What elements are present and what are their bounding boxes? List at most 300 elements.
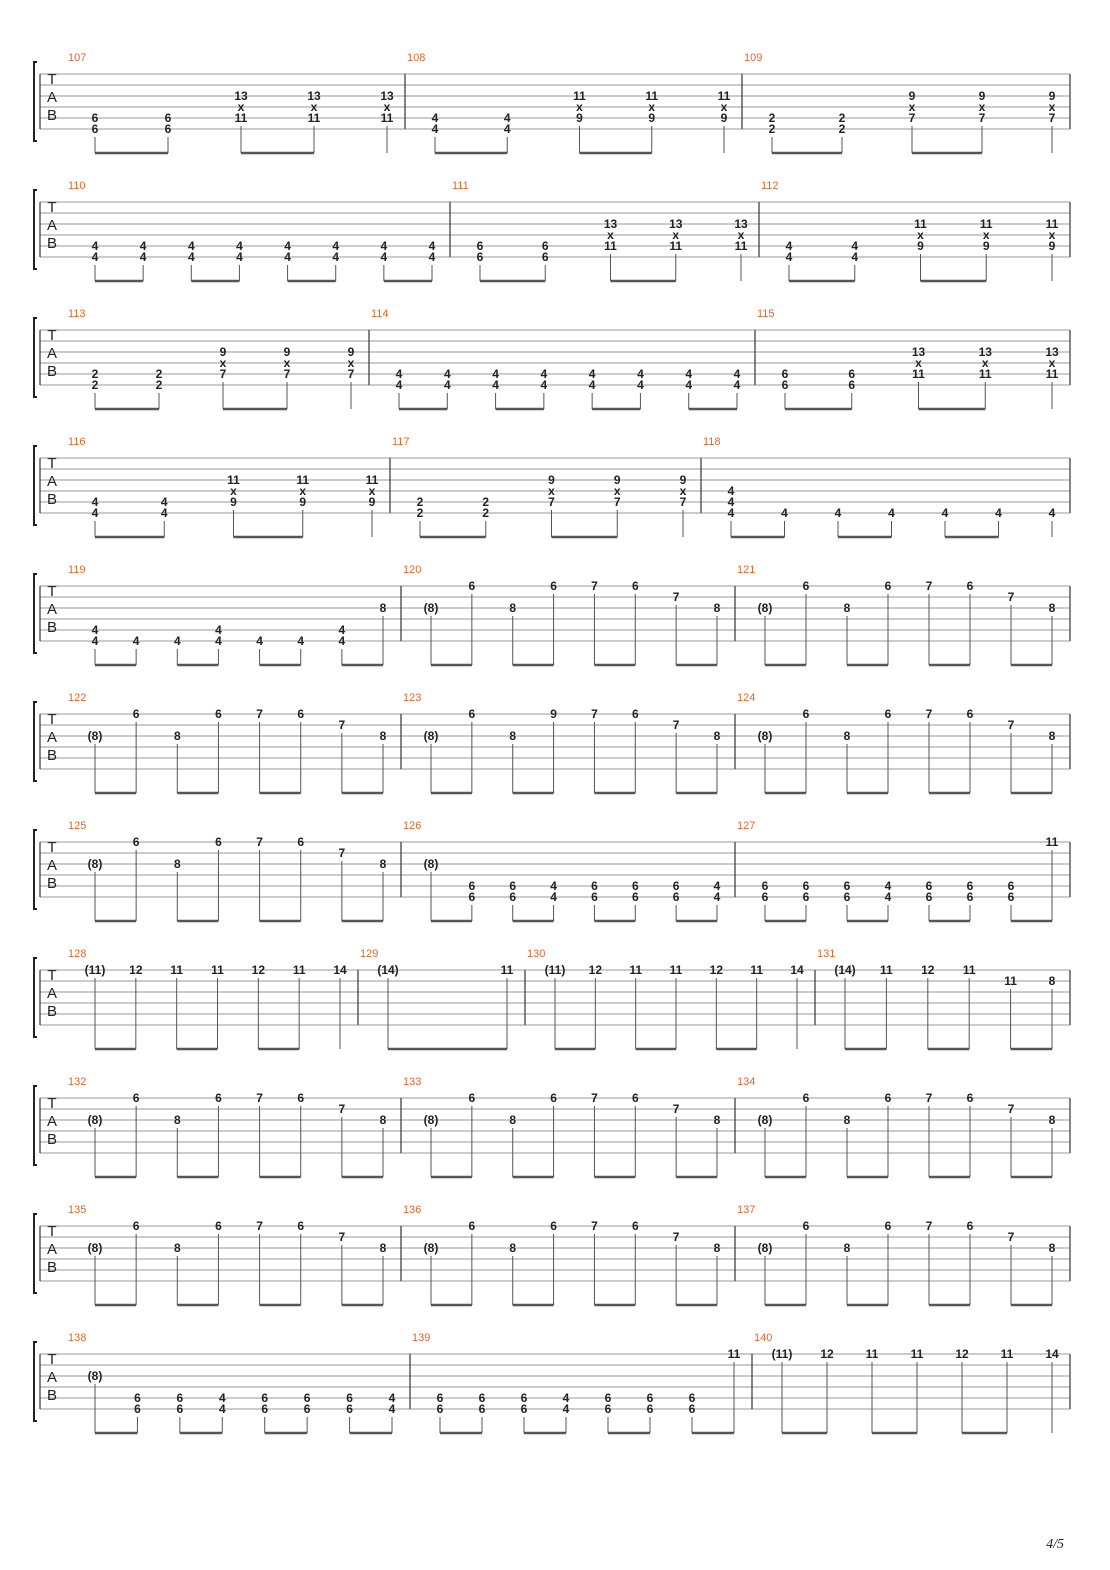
fret-number: x [237,100,245,114]
fret-number: 7 [219,367,227,381]
tab-system [34,436,1070,537]
measure-number: 107 [68,52,87,64]
measure-number: 114 [371,308,389,320]
fret-number: 6 [631,1091,639,1105]
fret-number: 7 [256,1219,263,1233]
fret-number: 6 [884,1219,892,1233]
fret-number: 9 [283,345,291,359]
tab-clef-letter: B [46,747,58,764]
fret-number: 7 [978,111,986,125]
tab-clef-letter: T [47,711,57,728]
fret-number: 4 [884,879,892,893]
tab-clef-letter: A [46,985,58,1002]
fret-number: 8 [1048,601,1056,615]
fret-number: 11 [880,963,893,977]
fret-number: 4 [91,623,99,637]
fret-number: 6 [261,1391,269,1405]
fret-number: 6 [646,1402,654,1416]
tab-system [34,180,1070,281]
fret-number: 6 [688,1391,696,1405]
fret-number: 7 [925,579,933,593]
fret-number: 4 [851,239,859,253]
fret-number: 4 [160,506,168,520]
measure [737,1076,1056,1177]
fret-number: 4 [139,250,147,264]
fret-number: 7 [347,367,355,381]
measure [403,1076,721,1177]
fret-number: 6 [1007,879,1015,893]
fret-number: 4 [91,239,99,253]
fret-number: 9 [219,345,227,359]
fret-number: x [310,100,318,114]
tab-clef-letter: T [47,967,57,984]
measure [737,820,1059,921]
fret-number: 4 [941,506,949,520]
tab-system [34,1076,1070,1177]
fret-number: 9 [679,473,687,487]
fret-number: x [1048,100,1056,114]
fret-number: x [283,356,291,370]
system-bracket [34,574,37,653]
fret-number: 6 [802,879,810,893]
measure-number: 112 [761,180,779,192]
measure-number: 135 [68,1204,87,1216]
system-bracket [34,1214,37,1293]
fret-number: (8) [423,1241,439,1255]
fret-number: 6 [604,1391,612,1405]
fret-number: 6 [802,1091,810,1105]
fret-number: 11 [234,111,248,125]
fret-number: 2 [482,495,490,509]
fret-number: 12 [955,1347,969,1361]
fret-number: 2 [482,506,490,520]
measure-number: 130 [527,948,546,960]
fret-number: 11 [912,367,925,381]
system-bracket [34,958,37,1037]
fret-number: 6 [672,890,680,904]
fret-number: 2 [91,367,99,381]
fret-number: 6 [164,111,172,125]
tab-clef-letter: T [47,455,57,472]
fret-number: 12 [820,1347,834,1361]
fret-number: 6 [91,111,99,125]
measure-number: 120 [403,564,422,576]
measure [737,564,1056,665]
fret-number: 13 [603,217,618,231]
tab-clef-letter: A [46,729,58,746]
fret-number: 6 [802,1219,810,1233]
fret-number: 4 [395,378,403,392]
fret-number: 4 [588,378,596,392]
fret-number: 4 [727,484,735,498]
fret-number: (14) [377,963,399,977]
fret-number: 7 [591,707,598,721]
fret-number: 8 [509,601,517,615]
fret-number: 4 [236,239,243,253]
fret-number: 6 [843,879,851,893]
fret-number: 11 [307,111,321,125]
fret-number: 11 [1045,367,1059,381]
fret-number: (8) [757,729,773,743]
fret-number: 7 [672,718,680,732]
tab-clef-letter: T [47,583,57,600]
fret-number: 6 [631,890,639,904]
measure [407,52,731,153]
fret-number: 4 [332,250,340,264]
measure-number: 119 [68,564,86,576]
fret-number: 6 [303,1402,311,1416]
tab-clef-letter: A [46,1113,58,1130]
fret-number: 4 [236,250,243,264]
measure-number: 115 [757,308,775,320]
fret-number: 4 [550,879,557,893]
fret-number: x [981,356,989,370]
fret-number: 6 [631,1219,639,1233]
fret-number: 11 [645,89,659,103]
system-bracket [34,318,37,397]
fret-number: 7 [925,1219,933,1233]
measure [761,180,1059,281]
fret-number: 6 [478,1391,486,1405]
measure [68,180,436,281]
measure [68,52,394,153]
system-bracket [34,702,37,781]
measure-number: 116 [68,436,86,448]
tab-system [34,820,1070,921]
fret-number: 7 [338,718,346,732]
fret-number: 11 [170,963,184,977]
tab-clef-letter: T [47,1095,57,1112]
measure [392,436,687,537]
fret-number: x [383,100,391,114]
fret-number: x [230,484,237,498]
fret-number: 6 [631,579,639,593]
fret-number: 12 [921,963,935,977]
tab-clef-letter: B [46,235,58,252]
fret-number: 6 [468,890,476,904]
fret-number: 6 [436,1402,444,1416]
fret-number: 7 [256,707,263,721]
measure [403,692,721,793]
fret-number: x [219,356,227,370]
fret-number: 6 [541,250,549,264]
fret-number: 6 [303,1391,311,1405]
fret-number: (8) [757,1241,773,1255]
fret-number: 8 [843,729,851,743]
fret-number: 11 [962,963,976,977]
fret-number: 4 [160,495,168,509]
measure-number: 122 [68,692,87,704]
fret-number: (11) [544,963,566,977]
fret-number: 7 [1007,1230,1015,1244]
fret-number: (8) [423,601,439,615]
fret-number: (8) [87,1369,103,1383]
fret-number: 6 [550,1219,557,1233]
fret-number: 6 [476,239,484,253]
fret-number: 4 [187,250,195,264]
fret-number: 4 [132,634,140,648]
fret-number: 11 [292,963,306,977]
fret-number: 4 [338,634,346,648]
fret-number: 7 [672,1102,680,1116]
fret-number: 6 [802,707,810,721]
measure-number: 110 [68,180,86,192]
fret-number: 4 [380,239,388,253]
fret-number: 6 [802,579,810,593]
fret-number: 8 [509,1113,517,1127]
fret-number: 11 [296,473,310,487]
measure-number: 138 [68,1332,87,1344]
fret-number: 4 [540,378,548,392]
tab-system [34,948,1070,1049]
fret-number: 8 [379,857,387,871]
fret-number: 6 [215,835,222,849]
measure [403,820,721,921]
fret-number: 6 [591,879,598,893]
fret-number: 8 [1048,974,1056,988]
tab-clef-letter: B [46,1003,58,1020]
fret-number: 11 [717,89,731,103]
fret-number: 4 [733,367,741,381]
fret-number: x [915,356,922,370]
fret-number: 6 [164,122,172,136]
fret-number: x [576,100,583,114]
fret-number: 11 [211,963,224,977]
fret-number: (11) [771,1347,793,1361]
fret-number: 7 [672,1230,680,1244]
measure-number: 133 [403,1076,422,1088]
measure-number: 139 [412,1332,431,1344]
fret-number: 4 [562,1391,570,1405]
fret-number: 4 [685,378,693,392]
fret-number: 4 [91,495,99,509]
fret-number: 9 [299,495,307,509]
fret-number: 4 [218,1402,226,1416]
measure-number: 128 [68,948,87,960]
fret-number: 6 [672,879,680,893]
fret-number: 6 [132,1219,140,1233]
fret-number: 11 [227,473,240,487]
fret-number: 14 [1045,1347,1059,1361]
tab-clef-letter: A [46,473,58,490]
fret-number: 9 [978,89,986,103]
fret-number: 4 [492,378,499,392]
fret-number: x [1048,228,1056,242]
tab-clef-letter: B [46,1387,58,1404]
measure-number: 136 [403,1204,422,1216]
fret-number: 11 [979,217,993,231]
fret-number: 6 [966,707,974,721]
measure [360,948,514,1049]
fret-number: 7 [925,707,933,721]
measure-number: 132 [68,1076,87,1088]
fret-number: 6 [132,835,140,849]
fret-number: 6 [346,1402,353,1416]
fret-number: 11 [604,239,617,253]
measure [68,1332,396,1433]
fret-number: 2 [838,111,846,125]
fret-number: 8 [509,729,517,743]
measure-number: 134 [737,1076,756,1088]
fret-number: 6 [843,890,851,904]
measure-number: 111 [452,180,469,192]
tab-system [34,692,1070,793]
fret-number: 4 [284,239,291,253]
tab-system [34,52,1070,153]
measure [737,1204,1056,1305]
fret-number: (11) [84,963,106,977]
measure-number: 126 [403,820,422,832]
measure [744,52,1056,153]
fret-number: 8 [173,729,181,743]
fret-number: 9 [982,239,990,253]
fret-number: 6 [468,879,476,893]
measure [68,1204,387,1305]
fret-number: 6 [297,707,305,721]
fret-number: 6 [520,1391,528,1405]
fret-number: x [613,484,621,498]
fret-number: 4 [503,122,511,136]
fret-number: 7 [613,495,621,509]
measure [68,564,387,665]
measure-number: 124 [737,692,756,704]
fret-number: 4 [550,890,557,904]
measure [412,1332,741,1433]
fret-number: 9 [576,111,583,125]
fret-number: 9 [548,473,555,487]
measure-number: 121 [737,564,756,576]
fret-number: 8 [1048,1113,1056,1127]
fret-number: 6 [520,1402,528,1416]
fret-number: 7 [1048,111,1056,125]
fret-number: 4 [562,1402,570,1416]
fret-number: 4 [637,378,644,392]
fret-number: x [607,228,614,242]
fret-number: 13 [669,217,683,231]
fret-number: x [672,228,680,242]
tab-clef-letter: T [47,199,57,216]
fret-number: (8) [423,1113,439,1127]
fret-number: 7 [925,1091,933,1105]
fret-number: 6 [802,890,810,904]
fret-number: 6 [966,879,974,893]
fret-number: x [1048,356,1056,370]
fret-number: 11 [669,963,683,977]
measure [757,308,1059,409]
tab-system [34,1332,1070,1433]
fret-number: 4 [727,506,735,520]
fret-number: 7 [679,495,687,509]
fret-number: 2 [838,122,846,136]
fret-number: 9 [347,345,355,359]
fret-number: 9 [908,89,916,103]
fret-number: 4 [443,378,451,392]
fret-number: 6 [591,890,598,904]
measure [68,1076,387,1177]
fret-number: 11 [1045,217,1059,231]
fret-number: x [648,100,656,114]
fret-number: 12 [251,963,266,977]
fret-number: 8 [843,1113,851,1127]
fret-number: 7 [591,1219,598,1233]
fret-number: 4 [588,367,596,381]
fret-number: 11 [727,1347,741,1361]
fret-number: 6 [966,579,974,593]
tab-clef-letter: A [46,1369,58,1386]
fret-number: 6 [966,1219,974,1233]
fret-number: 7 [591,579,598,593]
fret-number: 8 [379,1113,387,1127]
fret-number: 8 [1048,1241,1056,1255]
fret-number: 8 [509,1241,517,1255]
fret-number: 6 [91,122,99,136]
fret-number: 4 [428,250,436,264]
fret-number: 11 [629,963,643,977]
measure-number: 129 [360,948,379,960]
measure-number: 109 [744,52,763,64]
fret-number: 12 [129,963,143,977]
fret-number: 6 [436,1391,444,1405]
fret-number: 6 [346,1391,353,1405]
fret-number: (8) [87,729,103,743]
tab-clef-letter: B [46,875,58,892]
fret-number: 6 [848,367,856,381]
fret-number: 11 [978,367,992,381]
fret-number: 4 [834,506,842,520]
tab-clef-letter: A [46,345,58,362]
fret-number: 7 [1007,590,1015,604]
fret-number: 8 [843,1241,851,1255]
page-number: 4/5 [1046,1537,1064,1552]
fret-number: 6 [631,707,639,721]
fret-number: 14 [790,963,804,977]
fret-number: 8 [379,1241,387,1255]
fret-number: 7 [338,846,346,860]
measure [68,948,347,1049]
tab-clef-letter: B [46,1259,58,1276]
tab-clef-letter: B [46,107,58,124]
fret-number: 4 [888,506,895,520]
fret-number: x [917,228,924,242]
tab-clef-letter: B [46,1131,58,1148]
tab-clef-letter: A [46,89,58,106]
fret-number: 6 [134,1402,141,1416]
fret-number: 12 [709,963,724,977]
fret-number: 2 [416,506,424,520]
fret-number: 9 [648,111,656,125]
fret-number: 4 [91,506,99,520]
fret-number: 4 [91,634,99,648]
measure [68,308,355,409]
fret-number: 6 [261,1402,269,1416]
fret-number: 8 [173,1241,181,1255]
fret-number: 6 [468,707,476,721]
measure-number: 118 [703,436,721,448]
fret-number: 6 [550,579,557,593]
fret-number: x [737,228,745,242]
fret-number: 7 [338,1230,346,1244]
fret-number: 2 [91,378,99,392]
fret-number: 4 [173,634,181,648]
fret-number: 14 [333,963,347,977]
fret-number: 11 [734,239,748,253]
fret-number: (8) [757,601,773,615]
fret-number: 7 [338,1102,346,1116]
fret-number: 4 [685,367,693,381]
fret-number: 7 [1007,1102,1015,1116]
fret-number: x [347,356,355,370]
measure [737,692,1056,793]
